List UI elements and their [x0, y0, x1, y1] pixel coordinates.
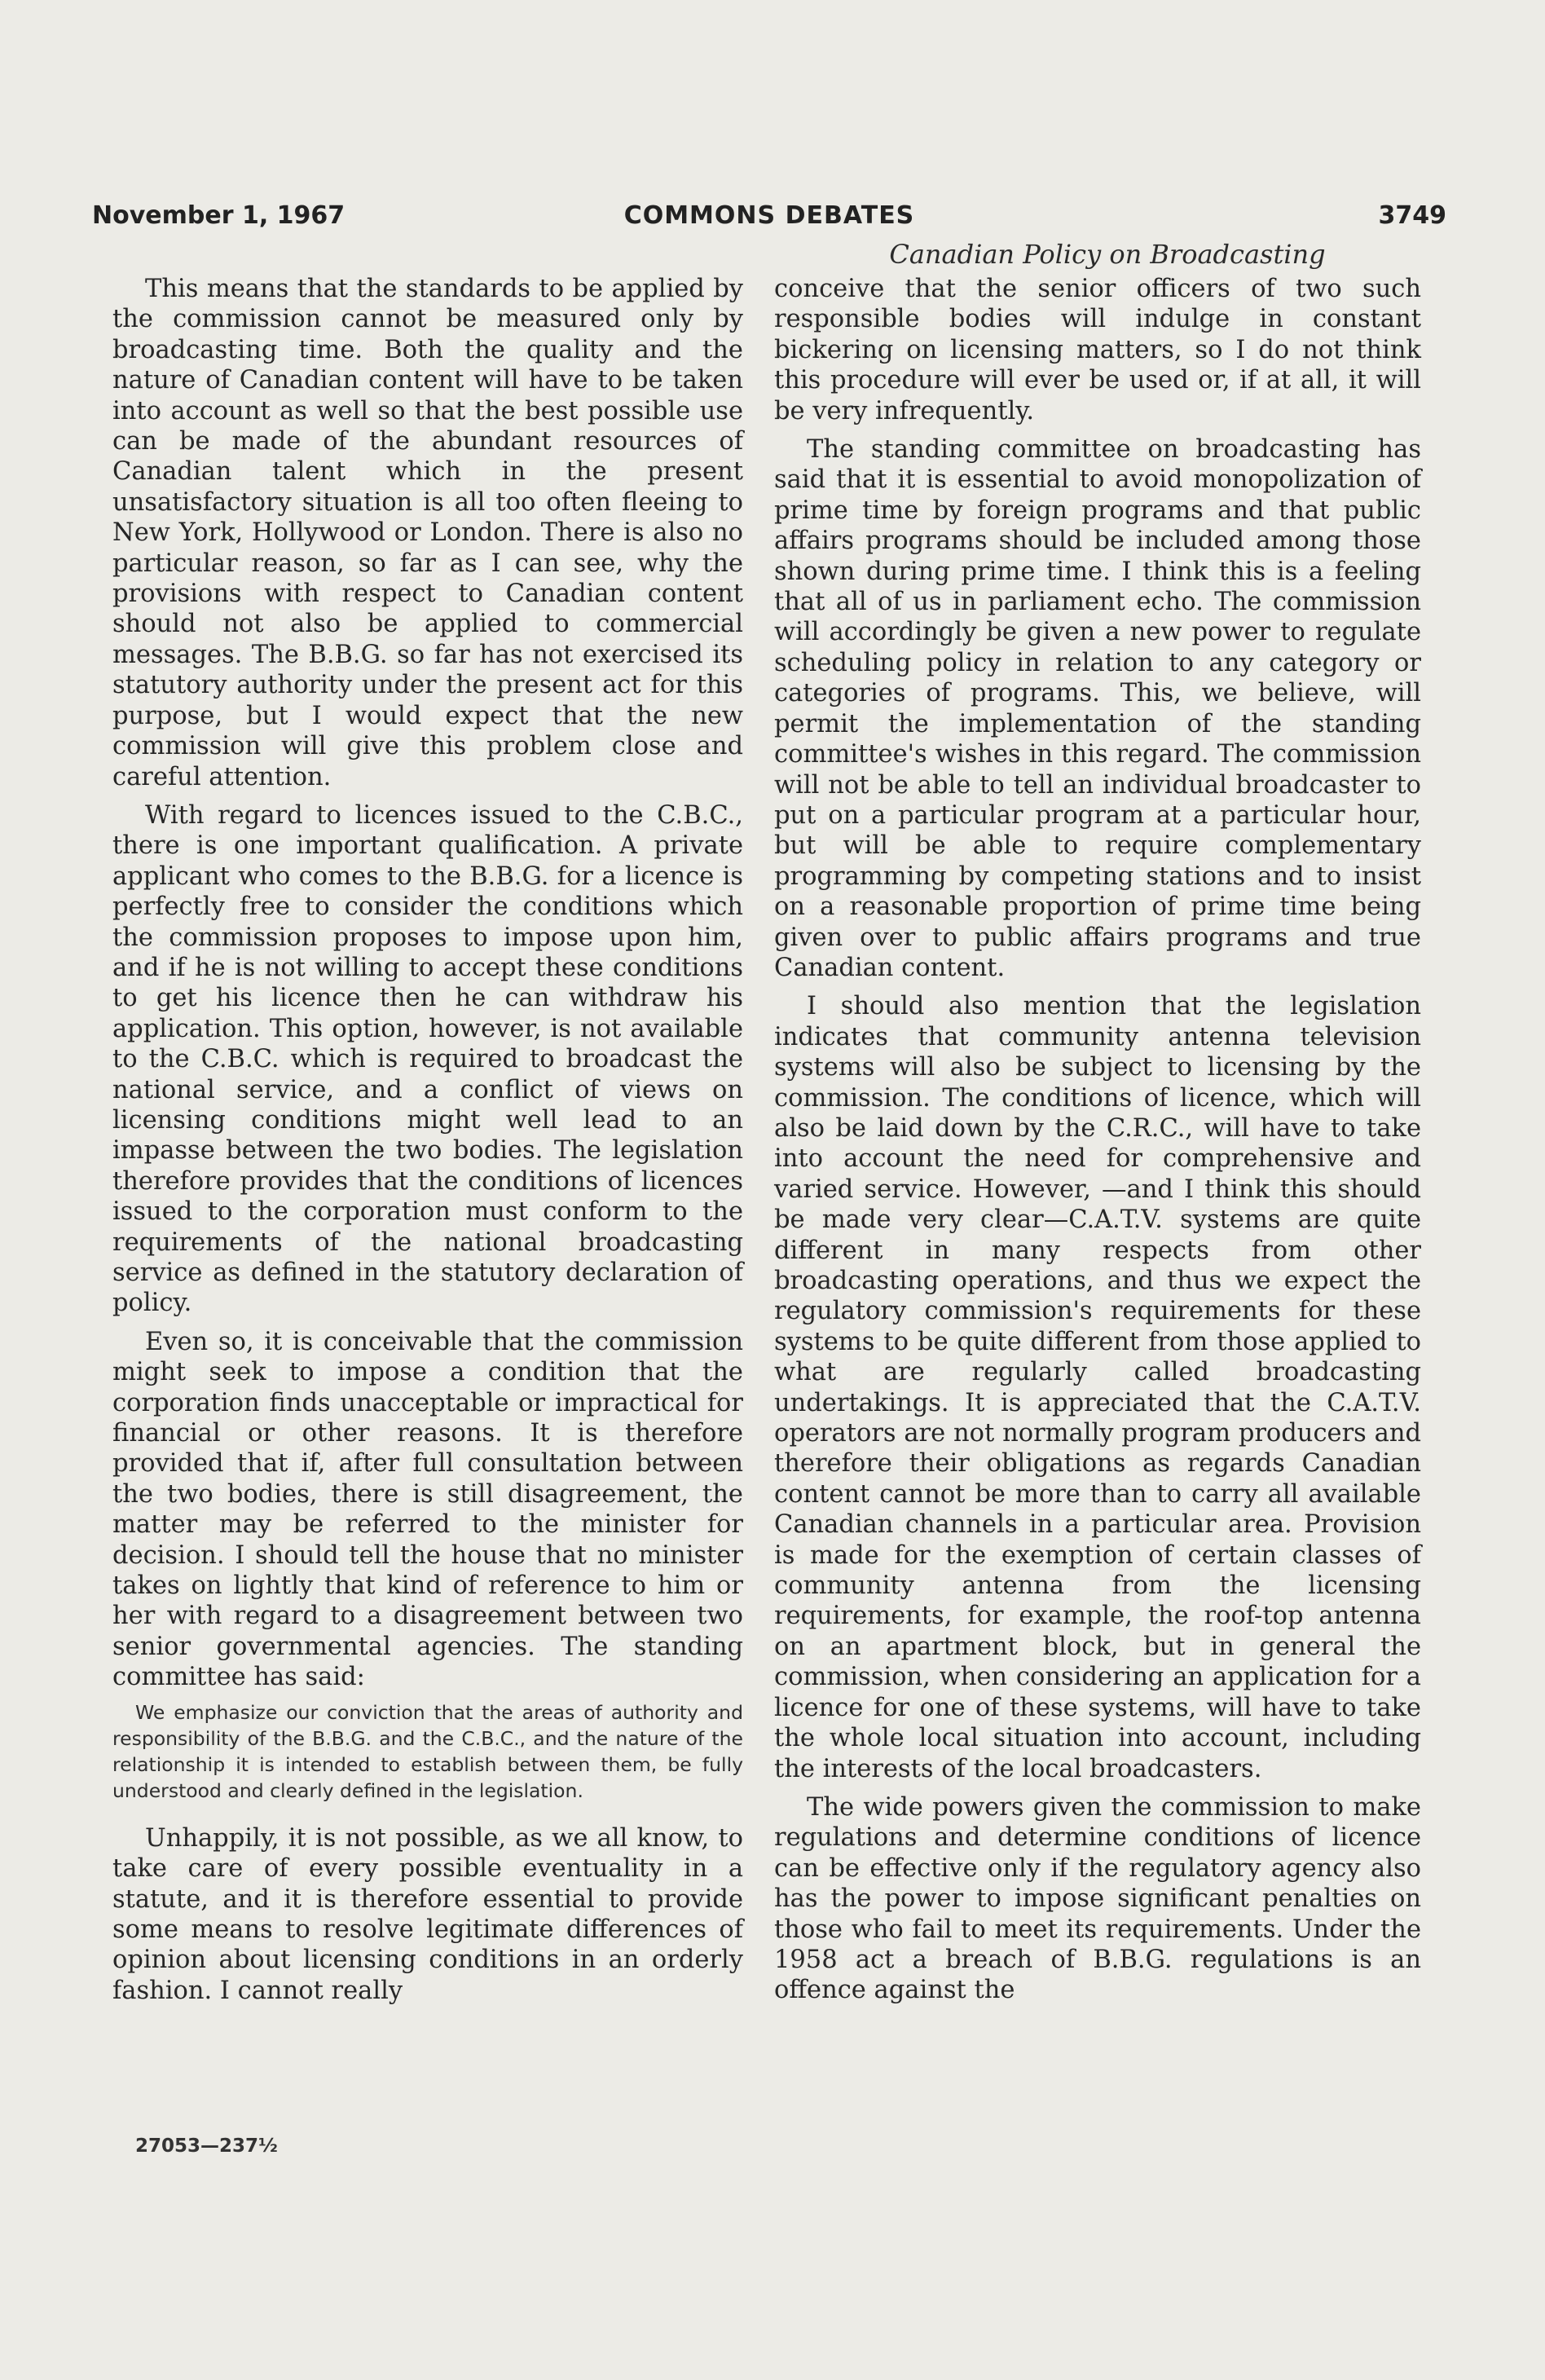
paragraph: The wide powers given the commission to make regulations and determine conditions of licence can be effective only if the regulatory agency also has the power to impose significant penalties on those who fail to meet its requirements. Under the 1958 act a breach of B.B.G. regulations is an offence against the: [774, 1792, 1421, 2005]
paragraph: With regard to licences issued to the C.B.C., there is one important qualification. A private applicant who comes to the B.B.G. for a licence is perfectly free to consider the conditions which the commission proposes to impose upon him, and if he is not willing to accept these conditions to get his licence then he can withdraw his application. This option, however, is not available to the C.B.C. which is required to broadcast the national service, and a conflict of views on licensing conditions might well lead to an impasse between the two bodies. The legislation therefore provides that the conditions of licences issued to the corporation must conform to the requirements of the national broadcasting service as defined in the statutory declaration of policy.: [112, 800, 743, 1318]
block-quote: We emphasize our conviction that the areas of authority and responsibility of the B.B.G. and the C.B.C., and the nature of the relationship it is intended to establish between them, be fully understood and clearly defined in the legislation.: [112, 1700, 743, 1802]
paragraph: This means that the standards to be applied by the commission cannot be measured only by broadcasting time. Both the quality and the nature of Canadian content will have to be taken into account as well so that the best possible use can be made of the abundant resources of Canadian talent which in the present unsatisfactory situation is all too often fleeing to New York, Hollywood or London. There is also no particular reason, so far as I can see, why the provisions with respect to Canadian content should not also be applied to commercial messages. The B.B.G. so far has not exercised its statutory authority under the present act for this purpose, but I would expect that the new commission will give this problem close and careful attention.: [112, 275, 743, 791]
header-date: November 1, 1967: [92, 201, 346, 230]
left-column: [112, 274, 743, 2006]
paragraph: The standing committee on broadcasting has said that it is essential to avoid monopolization of prime time by foreign programs and that public affairs programs should be included among those shown during prime time. I think this is a feeling that all of us in parliament echo. The commission will accordingly be given a new power to regulate scheduling policy in relation to any category or categories of programs. This, we believe, will permit the implementation of the standing committee's wishes in this regard. The commission will not be able to tell an individual broadcaster to put on a particular program at a particular hour, but will be able to require complementary programming by competing stations and to insist on a reasonable proportion of prime time being given over to public affairs programs and true Canadian content.: [774, 435, 1421, 982]
paragraph: Even so, it is conceivable that the commission might seek to impose a condition that the corporation finds unacceptable or impractical for financial or other reasons. It is therefore provided that if, after full consultation between the two bodies, there is still disagreement, the matter may be referred to the minister for decision. I should tell the house that no minister takes on lightly that kind of reference to him or her with regard to a disagreement between two senior governmental agencies. The standing committee has said:: [112, 1327, 743, 1692]
paragraph: I should also mention that the legislation indicates that community antenna television systems will also be subject to licensing by the commission. The conditions of licence, which will also be laid down by the C.R.C., will have to take into account the need for comprehensive and varied service. However, —and I think this should be made very clear—C.A.T.V. systems are quite different in many respects from other broadcasting operations, and thus we expect the regulatory commission's requirements for these systems to be quite different from those applied to what are regularly called broadcasting undertakings. It is appreciated that the C.A.T.V. operators are not normally program producers and therefore their obligations as regards Canadian content cannot be more than to carry all available Canadian channels in a particular area. Provision is made for the exemption of certain classes of community antenna from the licensing requirements, for example, the roof-top antenna on an apartment block, but in general the commission, when considering an application for a licence for one of these systems, will have to take the whole local situation into account, including the interests of the local broadcasters.: [774, 992, 1421, 1783]
paragraph: conceive that the senior officers of two such responsible bodies will indulge in constant bickering on licensing matters, so I do not think this procedure will ever be used or, if at all, it will be very infrequently.: [774, 275, 1421, 425]
header-title: COMMONS DEBATES: [623, 201, 915, 230]
page-header: [92, 201, 1446, 234]
right-column: [774, 274, 1421, 2006]
header-page-number: 3749: [1378, 201, 1446, 230]
footer-signature: 27053—237½: [135, 2135, 278, 2157]
subject-heading: Canadian Policy on Broadcasting: [889, 239, 1326, 270]
paragraph: Unhappily, it is not possible, as we all know, to take care of every possible eventuality in a statute, and it is therefore essential to provide some means to resolve legitimate differences of opinion about licensing conditions in an orderly fashion. I cannot really: [112, 1823, 743, 2005]
